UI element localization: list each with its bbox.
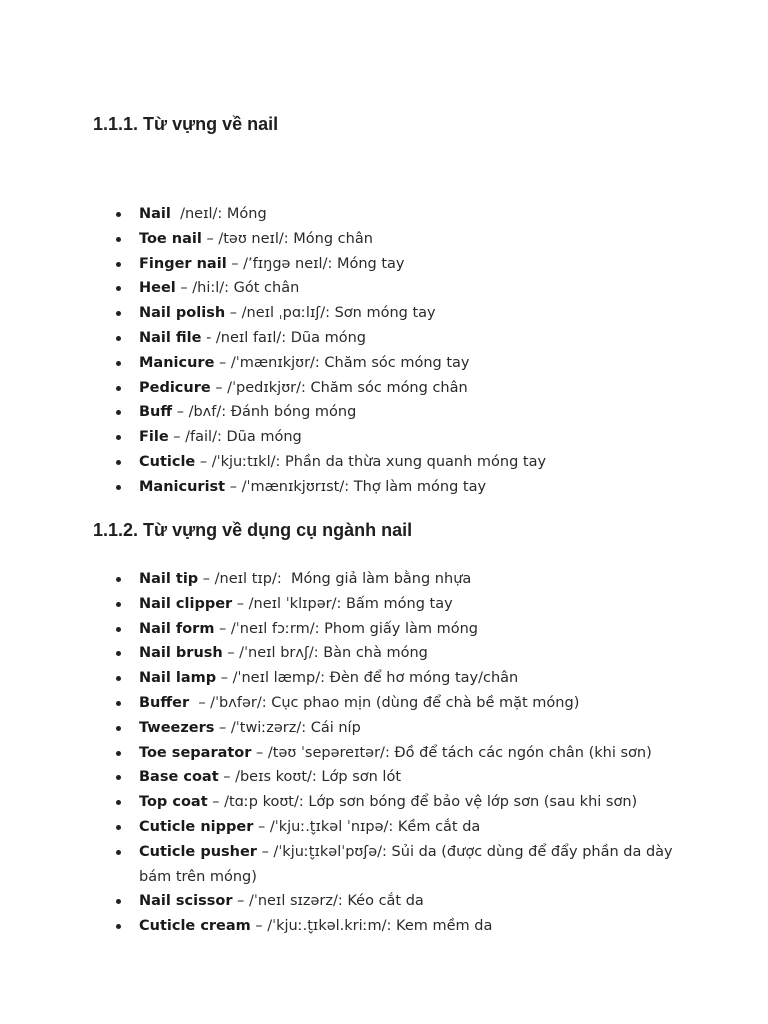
vocab-definition: – /ˈpedɪkjʊr/: Chăm sóc móng chân xyxy=(210,379,468,396)
vocab-definition: – /neɪl ˈklɪpər/: Bấm móng tay xyxy=(232,595,453,612)
list-item xyxy=(0,450,768,475)
vocab-term: Manicurist xyxy=(139,478,226,495)
vocab-definition: – /hi:l/: Gót chân xyxy=(175,280,300,297)
list-item xyxy=(0,641,768,666)
vocab-term: Nail polish xyxy=(139,305,226,322)
vocab-definition: – /’fɪŋgə neɪl/: Móng tay xyxy=(226,255,405,272)
list-item xyxy=(0,351,768,376)
vocab-term: Toe separator xyxy=(139,744,252,761)
vocab-term: Nail lamp xyxy=(139,670,217,687)
vocab-definition: – /tɑːp koʊt/: Lớp sơn bóng để bảo vệ lớp sơn (sau khi sơn) xyxy=(207,794,638,811)
vocab-term: Toe nail xyxy=(139,230,202,247)
list-item xyxy=(0,617,768,642)
vocab-term: Cuticle pusher xyxy=(139,843,257,860)
vocab-term: Cuticle cream xyxy=(139,918,251,935)
vocab-term: Nail brush xyxy=(139,645,223,662)
list-item xyxy=(0,815,768,840)
list-item xyxy=(0,914,768,939)
list-item xyxy=(0,301,768,326)
list-item xyxy=(0,741,768,766)
vocab-definition: – /təʊ ˈsepəreɪtər/: Đồ để tách các ngón chân (khi sơn) xyxy=(251,744,652,761)
vocab-term: Nail tip xyxy=(139,571,199,587)
list-item xyxy=(0,227,768,252)
vocab-term: Manicure xyxy=(139,354,215,371)
vocab-definition: - /neɪl faɪl/: Dũa móng xyxy=(201,329,366,346)
vocab-term: Nail form xyxy=(139,620,215,637)
list-item xyxy=(0,716,768,741)
vocab-term: Buff xyxy=(139,404,173,421)
vocab-definition: – /təʊ neɪl/: Móng chân xyxy=(201,230,373,247)
vocab-definition: – /ˈneɪl sɪzərz/: Kéo cắt da xyxy=(232,893,424,910)
vocab-definition: – /ˈmænɪkjʊr/: Chăm sóc móng tay xyxy=(214,354,470,371)
nail-vocabulary-list xyxy=(0,202,768,500)
list-item xyxy=(0,326,768,351)
list-item xyxy=(0,475,768,500)
list-item xyxy=(0,276,768,301)
vocab-term: Pedicure xyxy=(139,379,211,396)
vocab-definition: /neɪl/: Móng xyxy=(170,206,267,222)
vocab-definition: – /ˈbʌfər/: Cục phao mịn (dùng để chà bề mặt móng) xyxy=(189,694,580,711)
vocab-term: Heel xyxy=(139,280,176,297)
vocab-definition: – /neɪl tɪp/: Móng giả làm bằng nhựa xyxy=(198,571,472,587)
vocab-definition: – /ˈkjuː.t̬ɪkəl.kriːm/: Kem mềm da xyxy=(250,918,493,935)
list-item xyxy=(0,376,768,401)
vocab-term: Buffer xyxy=(139,694,190,711)
vocab-definition: – /fail/: Dũa móng xyxy=(168,429,302,446)
vocab-definition: – /ˈneɪl læmp/: Đèn để hơ móng tay/chân xyxy=(216,670,519,687)
vocab-term: Top coat xyxy=(139,794,208,811)
vocab-definition: – /beɪs koʊt/: Lớp sơn lót xyxy=(218,769,402,786)
vocab-definition: – /neɪl ˌpɑːlɪʃ/: Sơn móng tay xyxy=(225,305,436,322)
list-item xyxy=(0,425,768,450)
list-item xyxy=(0,666,768,691)
list-item xyxy=(0,567,768,592)
list-item xyxy=(0,252,768,277)
vocab-term: Cuticle nipper xyxy=(139,818,254,835)
vocab-term: Cuticle xyxy=(139,453,196,470)
vocab-term: File xyxy=(139,429,169,446)
vocab-definition: – /ˈtwiːzərz/: Cái níp xyxy=(214,719,361,736)
vocab-term: Base coat xyxy=(139,769,219,786)
vocab-definition: – /ˈneɪl fɔːrm/: Phom giấy làm móng xyxy=(214,620,478,637)
vocab-definition: – /ˈkjuːtɪkl/: Phần da thừa xung quanh móng tay xyxy=(195,453,547,470)
vocab-term: Nail xyxy=(139,206,171,222)
list-item xyxy=(0,790,768,815)
list-item xyxy=(0,400,768,425)
vocab-definition: – /bʌf/: Đánh bóng móng xyxy=(172,404,357,421)
list-item xyxy=(0,765,768,790)
section-heading-nail-tools-vocabulary: 1.1.2. Từ vựng về dụng cụ ngành nail xyxy=(93,520,413,540)
list-item xyxy=(0,889,768,914)
vocab-definition: – /ˈkjuːt̬ɪkəlˈpʊʃə/: Sủi da (được dùng để đẩy phần da dày bám trên móng) xyxy=(139,843,678,885)
list-item xyxy=(0,691,768,716)
vocab-term: Nail scissor xyxy=(139,893,233,910)
list-item xyxy=(0,840,768,890)
nail-tools-vocabulary-list xyxy=(0,567,768,939)
vocab-term: Finger nail xyxy=(139,255,227,272)
list-item xyxy=(0,592,768,617)
vocab-definition: – /ˈneɪl brʌʃ/: Bàn chà móng xyxy=(222,645,428,662)
vocab-term: Nail file xyxy=(139,329,202,346)
list-item xyxy=(0,202,768,227)
section-heading-nail-vocabulary: 1.1.1. Từ vựng về nail xyxy=(93,114,279,134)
vocab-definition: – /ˈmænɪkjʊrɪst/: Thợ làm móng tay xyxy=(225,478,487,495)
vocab-term: Nail clipper xyxy=(139,595,233,612)
vocab-definition: – /ˈkjuː.t̬ɪkəl ˈnɪpə/: Kềm cắt da xyxy=(253,818,481,835)
vocab-term: Tweezers xyxy=(139,719,215,736)
